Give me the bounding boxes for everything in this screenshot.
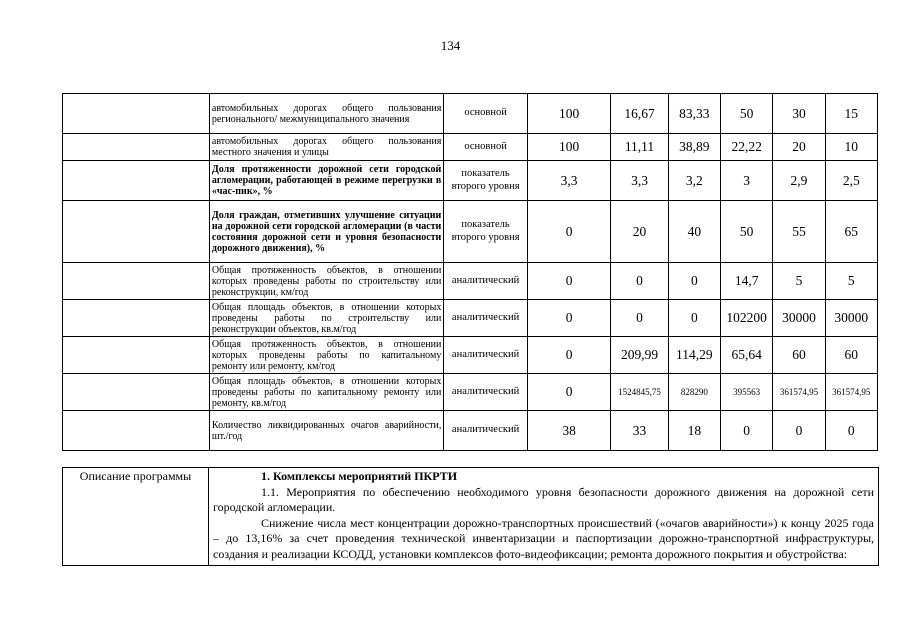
indicator-value: 100 [527, 94, 611, 134]
indicator-name: Общая площадь объектов, в отношении которых проведены работы по строительству или реконструкции объектов, кв.м/год [209, 300, 443, 337]
program-content [209, 468, 879, 566]
indicator-value: 0 [611, 300, 668, 337]
indicator-group-cell [63, 161, 210, 201]
indicator-value: 50 [720, 94, 772, 134]
indicator-value: 0 [527, 300, 611, 337]
indicator-value: 361574,95 [825, 374, 877, 411]
indicator-value: 0 [668, 263, 720, 300]
program-row [63, 468, 879, 566]
indicator-value: 20 [611, 201, 668, 263]
indicator-row [63, 411, 878, 451]
indicator-row [63, 263, 878, 300]
program-heading: 1. Комплексы мероприятий ПКРТИ [261, 469, 458, 483]
indicator-type: аналитический [444, 374, 528, 411]
indicator-name: Доля протяженности дорожной сети городской агломерации, работающей в режиме перегрузки в «час-пик», % [209, 161, 443, 201]
indicator-type: аналитический [444, 300, 528, 337]
indicator-group-cell [63, 411, 210, 451]
indicator-value: 18 [668, 411, 720, 451]
indicator-group-cell [63, 337, 210, 374]
indicator-value: 0 [720, 411, 772, 451]
indicator-value: 828290 [668, 374, 720, 411]
indicator-value: 30 [773, 94, 825, 134]
page-number: 134 [440, 38, 461, 53]
indicator-name: Количество ликвидированных очагов аварийности, шт./год [209, 411, 443, 451]
indicator-value: 38,89 [668, 134, 720, 161]
indicator-value: 60 [773, 337, 825, 374]
indicator-group-cell [63, 374, 210, 411]
program-paragraph-2: Снижение числа мест концентрации дорожно-транспортных происшествий («очагов аварийности») к концу 2025 года – до 13,16% за счет проведения технической инвентаризации и паспортизации дорожно-транспортной инфраструктуры, создания и реализации КСОДД, установки комплексов фото-видеофиксации; ремонта дорожного покрытия и обустройства: [213, 515, 874, 561]
indicator-value: 0 [527, 201, 611, 263]
indicator-value: 395563 [720, 374, 772, 411]
indicator-value: 65 [825, 201, 877, 263]
indicator-name: Общая площадь объектов, в отношении которых проведены работы по капитальному ремонту или ремонту, кв.м/год [209, 374, 443, 411]
indicator-value: 3,3 [611, 161, 668, 201]
indicator-name: автомобильных дорогах общего пользования регионального/ межмуниципального значения [209, 94, 443, 134]
indicator-value: 40 [668, 201, 720, 263]
indicator-value: 102200 [720, 300, 772, 337]
indicator-value: 0 [527, 337, 611, 374]
indicator-value: 50 [720, 201, 772, 263]
indicator-type: показатель второго уровня [444, 201, 528, 263]
indicator-value: 0 [825, 411, 877, 451]
program-description-table [62, 467, 879, 566]
indicator-value: 55 [773, 201, 825, 263]
indicator-value: 20 [773, 134, 825, 161]
indicator-value: 0 [527, 374, 611, 411]
indicator-group-cell [63, 201, 210, 263]
indicator-value: 22,22 [720, 134, 772, 161]
indicator-value: 33 [611, 411, 668, 451]
indicator-value: 65,64 [720, 337, 772, 374]
indicator-name: Общая протяженность объектов, в отношении которых проведены работы по капитальному ремонту или ремонту, км/год [209, 337, 443, 374]
indicator-value: 0 [527, 263, 611, 300]
indicator-value: 0 [668, 300, 720, 337]
indicator-type: основной [444, 94, 528, 134]
indicator-value: 30000 [825, 300, 877, 337]
indicator-type: основной [444, 134, 528, 161]
indicator-value: 100 [527, 134, 611, 161]
indicator-row [63, 337, 878, 374]
indicator-group-cell [63, 300, 210, 337]
indicator-value: 5 [825, 263, 877, 300]
indicator-name: автомобильных дорогах общего пользования местного значения и улицы [209, 134, 443, 161]
indicator-name: Общая протяженность объектов, в отношении которых проведены работы по строительству или реконструкции, км/год [209, 263, 443, 300]
indicator-group-cell [63, 263, 210, 300]
indicator-row [63, 94, 878, 134]
indicator-type: аналитический [444, 411, 528, 451]
indicator-value: 2,5 [825, 161, 877, 201]
indicator-value: 10 [825, 134, 877, 161]
indicators-table [62, 93, 878, 451]
indicator-group-cell [63, 134, 210, 161]
indicator-name: Доля граждан, отметивших улучшение ситуации на дорожной сети городской агломерации (в части состояния дорожной сети и уровня безопасности дорожного движения), % [209, 201, 443, 263]
indicator-value: 15 [825, 94, 877, 134]
indicator-value: 14,7 [720, 263, 772, 300]
program-label: Описание программы [63, 468, 209, 566]
indicator-value: 11,11 [611, 134, 668, 161]
indicator-value: 5 [773, 263, 825, 300]
indicator-row [63, 161, 878, 201]
indicator-value: 2,9 [773, 161, 825, 201]
indicator-value: 114,29 [668, 337, 720, 374]
indicator-value: 3 [720, 161, 772, 201]
indicator-type: аналитический [444, 337, 528, 374]
indicator-value: 3,3 [527, 161, 611, 201]
indicator-row [63, 134, 878, 161]
indicator-value: 83,33 [668, 94, 720, 134]
indicator-value: 60 [825, 337, 877, 374]
indicator-value: 361574,95 [773, 374, 825, 411]
indicator-value: 209,99 [611, 337, 668, 374]
indicator-type: аналитический [444, 263, 528, 300]
indicator-row [63, 300, 878, 337]
indicator-value: 38 [527, 411, 611, 451]
indicator-type: показатель второго уровня [444, 161, 528, 201]
indicator-row [63, 201, 878, 263]
indicator-value: 1524845,75 [611, 374, 668, 411]
indicator-value: 0 [773, 411, 825, 451]
indicator-value: 0 [611, 263, 668, 300]
indicator-value: 16,67 [611, 94, 668, 134]
indicator-group-cell [63, 94, 210, 134]
indicator-value: 3,2 [668, 161, 720, 201]
program-paragraph-1: 1.1. Мероприятия по обеспечению необходимого уровня безопасности дорожного движения на дорожной сети городской агломерации. [213, 484, 874, 515]
indicator-row [63, 374, 878, 411]
indicator-value: 30000 [773, 300, 825, 337]
